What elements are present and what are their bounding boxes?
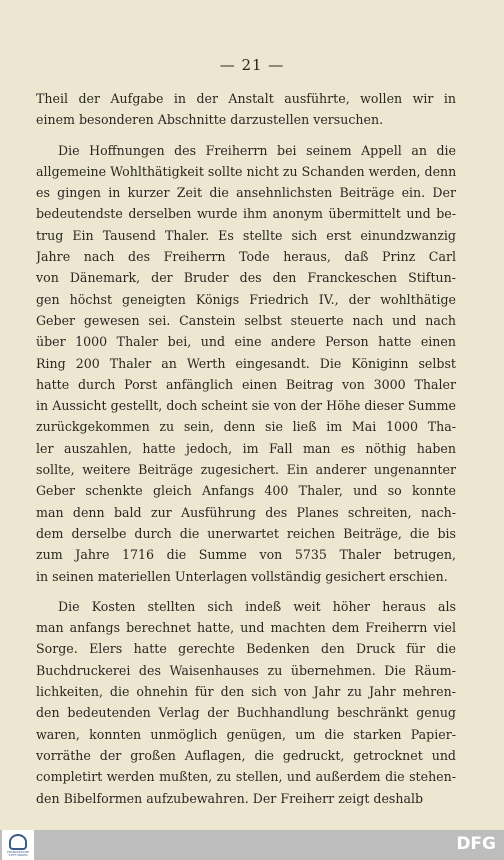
text-line: man anfangs berechnet hatte, und machten dem Freiherrn viel (36, 620, 456, 636)
text-line: dem derselbe durch die unerwartet reichen Beiträge, die bis (36, 525, 456, 541)
text-line: waren, konnten unmöglich genügen, um die starken Papier- (36, 726, 456, 742)
seal-icon (9, 834, 27, 850)
dfg-logo[interactable]: DFG (456, 834, 496, 854)
text-line: sollte, weitere Beiträge zugesichert. Ein anderer ungenannter (36, 462, 456, 478)
text-line: man denn bald zur Ausführung des Planes schreiten, nach- (36, 504, 456, 520)
text-line: Theil der Aufgabe in der Anstalt ausführte, wollen wir in (36, 91, 456, 106)
text-line: allgemeine Wohlthätigkeit sollte nicht zu Schanden werden, denn (36, 163, 456, 179)
text-line: ler auszahlen, hatte jedoch, im Fall man es nöthig haben (36, 440, 456, 456)
text-line: in seinen materiellen Unterlagen vollständig gesichert erschien. (36, 568, 448, 584)
text-line: Buchdruckerei des Waisenhauses zu übernehmen. Die Räum- (36, 662, 456, 678)
text-line: Sorge. Elers hatte gerechte Bedenken den Druck für die (36, 641, 456, 657)
text-line: hatte durch Porst anfänglich einen Beitrag von 3000 Thaler (36, 376, 456, 392)
text-line: in Aussicht gestellt, doch scheint sie von der Höhe dieser Summe (36, 398, 456, 414)
institution-logo[interactable] (2, 830, 34, 860)
text-line: den bedeutenden Verlag der Buchhandlung beschränkt genug (36, 705, 456, 721)
text-line: Jahre nach des Freiherrn Tode heraus, daß Prinz Carl (36, 249, 456, 265)
paragraph (36, 88, 456, 131)
text-line: Die Hoffnungen des Freiherrn bei seinem Appell an die (58, 142, 456, 158)
text-line: completirt werden mußten, zu stellen, und außerdem die stehen- (36, 769, 456, 785)
text-line: zurückgekommen zu sein, denn sie ließ im Mai 1000 Tha- (36, 419, 456, 435)
text-line: einem besonderen Abschnitte darzustellen versuchen. (36, 112, 384, 128)
footer-bar (0, 830, 504, 860)
text-line: Die Kosten stellten sich indeß weit höher heraus als (58, 598, 456, 614)
text-line: über 1000 Thaler bei, und eine andere Person hatte einen (36, 334, 456, 350)
text-line: Geber gewesen sei. Canstein selbst steuerte nach und nach (36, 312, 456, 328)
text-line: es gingen in kurzer Zeit die ansehnlichsten Beiträge ein. Der (36, 185, 456, 201)
text-line: von Dänemark, der Bruder des den Franckeschen Stiftun- (36, 270, 456, 286)
paragraph (36, 140, 456, 587)
text-line: Ring 200 Thaler an Werth eingesandt. Die Königinn selbst (36, 355, 456, 371)
text-line: zum Jahre 1716 die Summe von 5735 Thaler betrugen, (36, 547, 456, 563)
text-line: Geber schenkte gleich Anfangs 400 Thaler, und so konnte (36, 483, 456, 499)
text-line: lichkeiten, die ohnehin für den sich von Jahr zu Jahr mehren- (36, 684, 456, 700)
paragraph (36, 596, 456, 809)
page-number: — 21 — (219, 56, 285, 74)
text-line: trug Ein Tausend Thaler. Es stellte sich erst einundzwanzig (36, 227, 456, 243)
institution-logo-text: FRANCKESCHE STIFTUNGEN (6, 849, 30, 857)
text-line: vorräthe der großen Auflagen, die gedruckt, getrocknet und (36, 747, 456, 763)
body-text (36, 88, 456, 818)
text-line: bedeutendste derselben wurde ihm anonym übermittelt und be- (36, 206, 456, 222)
text-line: gen höchst geneigten Königs Friedrich IV., der wohlthätige (36, 291, 456, 307)
text-line: den Bibelformen aufzubewahren. Der Freiherr zeigt deshalb (36, 790, 424, 806)
